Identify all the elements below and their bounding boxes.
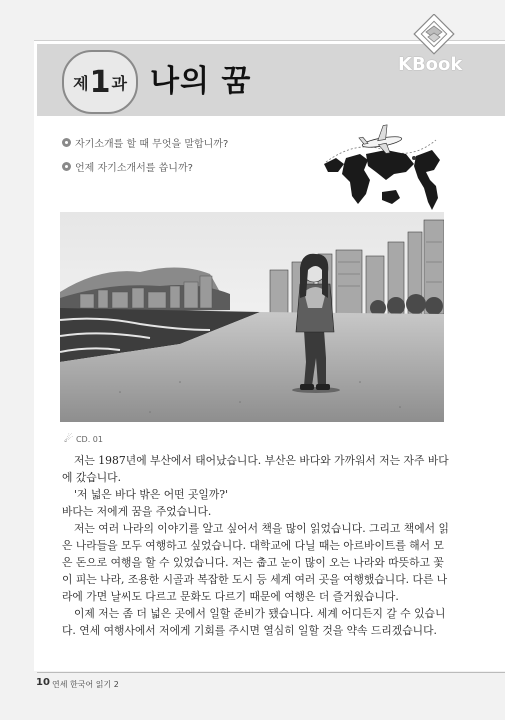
bullet-icon	[62, 162, 71, 171]
speaker-icon: ☄	[64, 434, 73, 445]
footer-divider	[37, 672, 505, 673]
paragraph: 이제 저는 좀 더 넓은 곳에서 일할 준비가 됐습니다. 세계 어디든지 갈 수 있습니다. 연세 여행사에서 저에게 기회를 주시면 열심히 일할 것을 약속 드리겠습니다.	[62, 607, 446, 637]
audio-track-label	[64, 434, 103, 445]
paragraph: 저는 1987년에 부산에서 태어났습니다. 부산은 바다와 가까워서 저는 자주 바다에 갔습니다.	[62, 454, 449, 484]
kbook-logo-text: KBook	[398, 54, 463, 75]
lesson-number: 1	[89, 64, 111, 100]
warmup-question	[62, 135, 228, 150]
page-number: 10	[36, 677, 50, 688]
lesson-suffix: 과	[111, 73, 127, 93]
lesson-title: 나의 꿈	[150, 64, 252, 99]
paragraph: 바다는 저에게 꿈을 주었습니다.	[62, 505, 212, 518]
cd-track-text: CD. 01	[75, 435, 103, 444]
world-map-airplane-illustration	[316, 120, 452, 215]
warmup-question	[62, 159, 193, 174]
paragraph: '저 넓은 바다 밖은 어떤 곳일까?'	[74, 488, 229, 501]
reading-passage	[62, 452, 450, 639]
question-text: 언제 자기소개서를 씁니까?	[75, 163, 193, 174]
lesson-number-badge	[62, 50, 138, 114]
question-text: 자기소개를 할 때 무엇을 말합니까?	[75, 139, 229, 150]
beach-city-illustration	[60, 212, 444, 422]
bullet-icon	[62, 138, 71, 147]
paragraph: 저는 여러 나라의 이야기를 알고 싶어서 책을 많이 읽었습니다. 그리고 책에서 읽은 나라들을 모두 여행하고 싶었습니다. 대학교에 다닐 때는 아르바이트를 해서 모은 돈으로 여행을 할 수 있었습니다. 저는 춥고 눈이 많이 오는 나라와 따뜻하고 꽃이 피는 나라, 조용한 시골과 복잡한 도시 등 세계 여러 곳을 여행했습니다. 다른 나라에 가면 날씨도 다르고 문화도 다르기 때문에 여행은 더 즐거웠습니다.	[62, 522, 449, 603]
book-title: 연세 한국어 읽기 2	[52, 680, 119, 689]
lesson-prefix: 제	[73, 73, 89, 93]
